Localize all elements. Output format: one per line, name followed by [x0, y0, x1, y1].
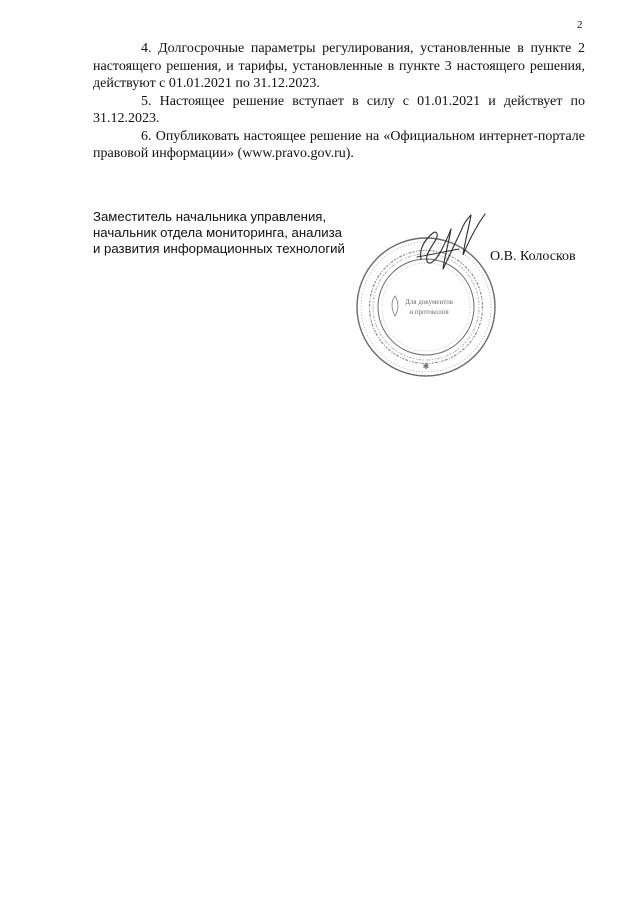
handwritten-signature: [415, 211, 495, 276]
seal-inner-line-1: Для документов: [404, 298, 454, 306]
signer-name: О.В. Колосков: [490, 249, 576, 264]
signature-block: [93, 209, 613, 389]
page-number: 2: [577, 19, 583, 31]
paragraph-6: 6. Опубликовать настоящее решение на «Официальном интернет-портале правовой информации» (www.pravo.gov.ru).: [93, 128, 585, 161]
signer-position-line-1: Заместитель начальника управления,: [93, 209, 327, 224]
signer-position-line-3: и развития информационных технологий: [93, 241, 345, 256]
signer-position-line-2: начальник отдела мониторинга, анализа: [93, 225, 342, 240]
svg-text:✱: ✱: [422, 362, 430, 371]
paragraph-4: 4. Долгосрочные параметры регулирования, установленные в пункте 2 настоящего решения, и тарифы, установленные в пункте 3 настоящего решения, действуют с 01.01.2021 по 31.12.2023.: [93, 41, 585, 91]
paragraph-5: 5. Настоящее решение вступает в силу с 01.01.2021 и действует по 31.12.2023.: [93, 93, 585, 126]
decision-body: [93, 40, 585, 163]
signer-position: [93, 209, 345, 257]
seal-inner-line-2: и протоколов: [409, 308, 449, 316]
